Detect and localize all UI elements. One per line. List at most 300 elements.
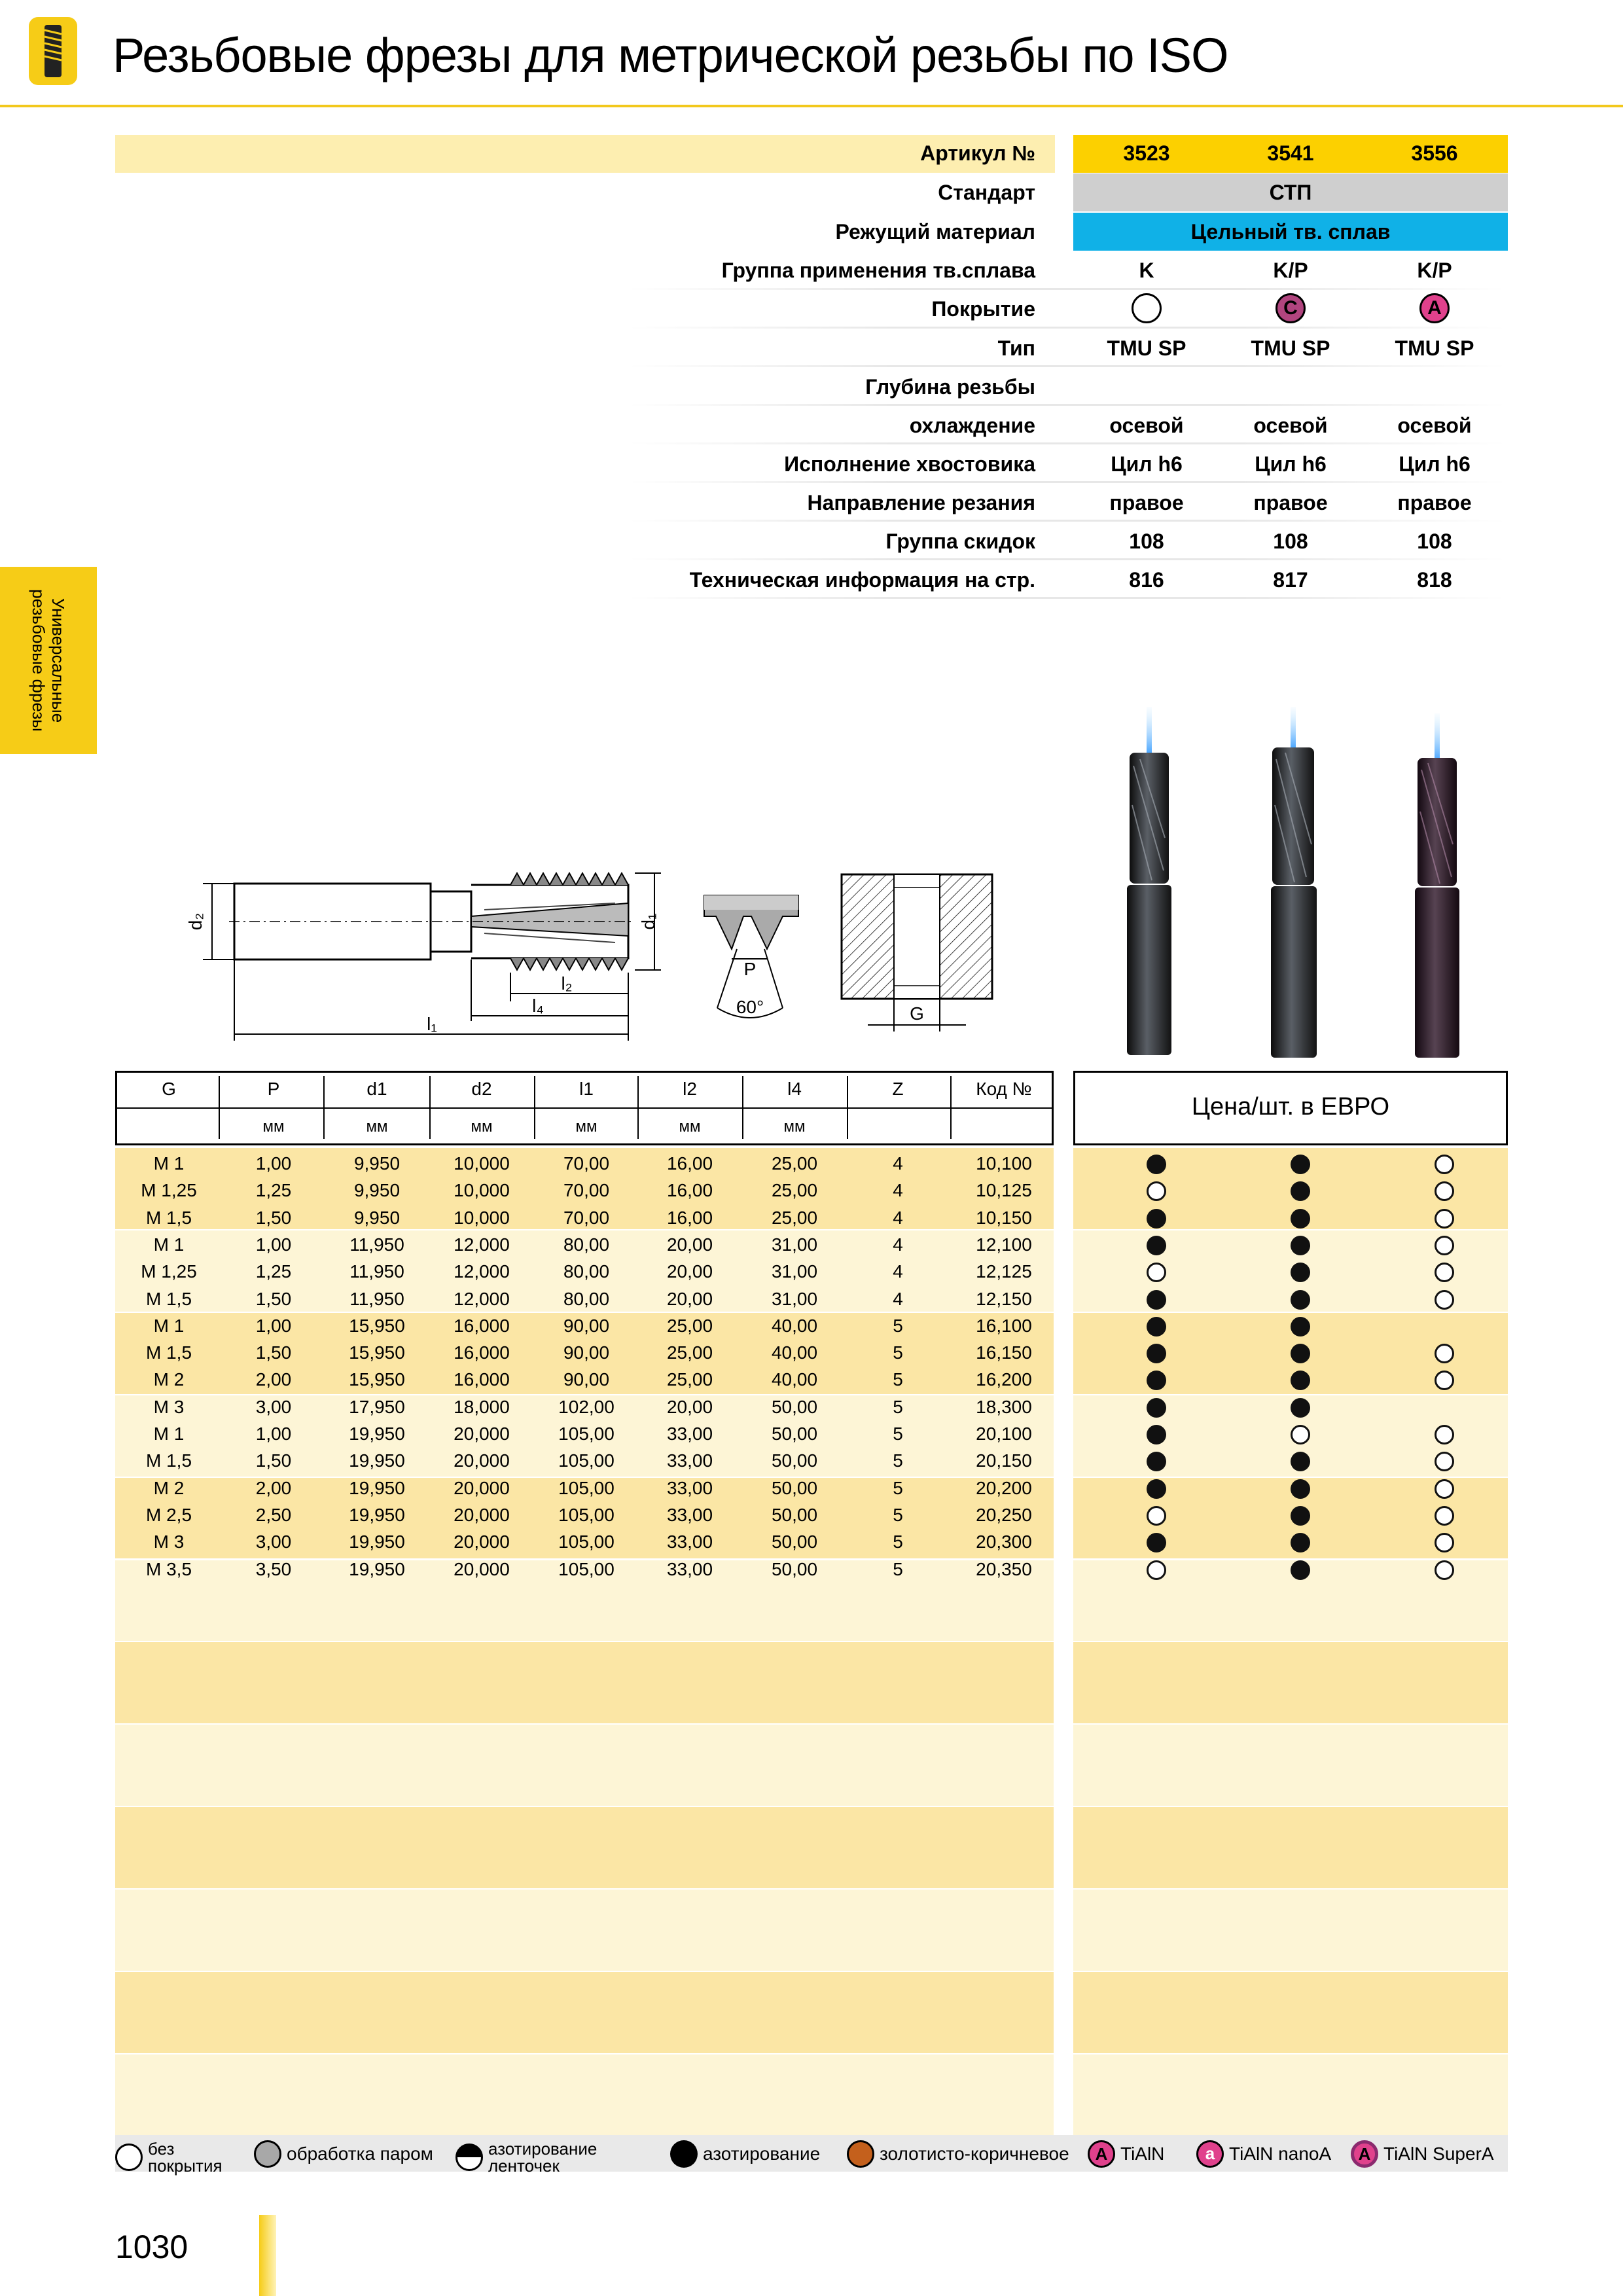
- table-cell: 40,00: [771, 1342, 818, 1363]
- table-cell: 5: [893, 1315, 903, 1336]
- on-request-dot: [1435, 1425, 1454, 1444]
- bore: [894, 874, 940, 999]
- spec-label-cooling: охлаждение: [909, 414, 1035, 437]
- table-cell: M 1,5: [145, 1207, 192, 1228]
- table-cell: 31,00: [771, 1288, 818, 1309]
- in-stock-dot: [1291, 1506, 1310, 1526]
- table-cell: 50,00: [771, 1504, 818, 1525]
- techinfo-3541: 817: [1273, 568, 1308, 592]
- table-cell: 80,00: [563, 1261, 610, 1282]
- no-coating-icon: [115, 2144, 143, 2171]
- table-cell: 25,00: [666, 1315, 713, 1336]
- table-cell: 18,000: [454, 1396, 510, 1417]
- col-unit: мм: [262, 1118, 285, 1136]
- group-3541: K/P: [1273, 259, 1308, 282]
- on-request-dot: [1435, 1236, 1454, 1255]
- in-stock-dot: [1291, 1236, 1310, 1255]
- tool-photo-3556: [1415, 713, 1459, 1058]
- table-cell: 4: [893, 1234, 903, 1255]
- table-cell: 20,00: [666, 1396, 713, 1417]
- on-request-dot: [1147, 1506, 1166, 1526]
- spec-label-group: Группа применения тв.сплава: [721, 259, 1035, 282]
- group-3556: K/P: [1417, 259, 1452, 282]
- table-cell: M 3,5: [145, 1558, 192, 1579]
- product-photos: [1086, 707, 1479, 1060]
- on-request-dot: [1435, 1263, 1454, 1282]
- col-divider: [429, 1076, 431, 1139]
- on-request-dot: [1435, 1533, 1454, 1552]
- table-cell: 19,950: [349, 1477, 405, 1498]
- thread-bottom-profile: [510, 958, 628, 970]
- in-stock-dot: [1147, 1317, 1166, 1336]
- article-3556: 3556: [1411, 141, 1458, 165]
- table-cell: 1,25: [255, 1180, 292, 1201]
- col-header: Z: [892, 1079, 904, 1099]
- table-cell: 9,950: [353, 1153, 401, 1174]
- in-stock-dot: [1147, 1155, 1166, 1174]
- legend-tialn: [1088, 2140, 1164, 2168]
- row-separator: [628, 404, 1505, 406]
- table-cell: 20,000: [454, 1504, 510, 1525]
- row-group-band: [1073, 1642, 1508, 1723]
- in-stock-dot: [1291, 1344, 1310, 1363]
- spec-label-shank: Исполнение хвостовика: [784, 452, 1035, 476]
- type-3523: TMU SP: [1107, 336, 1186, 360]
- table-cell: 50,00: [771, 1450, 818, 1471]
- in-stock-dot: [1147, 1290, 1166, 1310]
- table-cell: 50,00: [771, 1558, 818, 1579]
- table-cell: 50,00: [771, 1477, 818, 1498]
- article-label: Артикул №: [920, 141, 1035, 165]
- col-divider: [950, 1076, 952, 1139]
- table-cell: 10,150: [976, 1207, 1032, 1228]
- in-stock-dot: [1291, 1533, 1310, 1552]
- table-cell: 15,950: [349, 1315, 405, 1336]
- table-cell: 1,00: [255, 1424, 292, 1444]
- table-cell: 10,125: [976, 1180, 1032, 1201]
- table-cell: 10,000: [454, 1180, 510, 1201]
- legend-tialn-supera-label: TiAlN SuperA: [1383, 2144, 1494, 2164]
- table-cell: 9,950: [353, 1207, 401, 1228]
- table-cell: 11,950: [349, 1261, 404, 1282]
- cooling-3523: осевой: [1109, 414, 1184, 437]
- table-cell: 18,300: [976, 1396, 1032, 1417]
- table-cell: M 2: [153, 1369, 185, 1390]
- table-cell: 20,250: [976, 1504, 1032, 1525]
- table-cell: 3,00: [255, 1396, 292, 1417]
- legend-steam-label: обработка паром: [287, 2144, 433, 2164]
- table-cell: 50,00: [771, 1396, 818, 1417]
- in-stock-dot: [1147, 1398, 1166, 1418]
- spec-label-type: Тип: [997, 336, 1035, 360]
- in-stock-dot: [1291, 1560, 1310, 1580]
- table-cell: 50,00: [771, 1532, 818, 1552]
- table-cell: 1,50: [255, 1288, 292, 1309]
- table-cell: 70,00: [563, 1207, 610, 1228]
- table-cell: 20,00: [666, 1261, 713, 1282]
- table-cell: 12,100: [976, 1234, 1032, 1255]
- table-cell: 16,00: [666, 1180, 713, 1201]
- table-cell: 1,50: [255, 1342, 292, 1363]
- legend-nitrided-lands-line1: азотирование: [488, 2139, 597, 2159]
- header-divider: [115, 1107, 1054, 1109]
- col-divider: [219, 1076, 220, 1139]
- table-cell: 105,00: [558, 1450, 615, 1471]
- header-rule: [0, 105, 1623, 107]
- table-cell: M 1: [153, 1234, 185, 1255]
- table-cell: 33,00: [666, 1558, 713, 1579]
- legend-steam: [254, 2140, 433, 2168]
- thread-top-profile: [510, 873, 628, 885]
- in-stock-dot: [1291, 1479, 1310, 1499]
- legend-no-coating-line1: без: [148, 2139, 175, 2159]
- row-group-band: [1073, 2054, 1508, 2136]
- col-header: d1: [366, 1079, 387, 1099]
- table-cell: M 1,5: [145, 1288, 192, 1309]
- table-cell: 70,00: [563, 1153, 610, 1174]
- col-divider: [323, 1076, 325, 1139]
- type-3541: TMU SP: [1251, 336, 1330, 360]
- table-cell: 3,00: [255, 1532, 292, 1552]
- table-cell: 19,950: [349, 1532, 405, 1552]
- table-cell: 12,125: [976, 1261, 1032, 1282]
- spec-label-discount: Группа скидок: [885, 529, 1035, 553]
- tialn-icon: A: [1088, 2140, 1115, 2168]
- table-cell: 25,00: [771, 1207, 818, 1228]
- row-group-band: [115, 1642, 1054, 1723]
- thread-mill-icon: [29, 17, 77, 85]
- group-3523: K: [1139, 259, 1154, 282]
- table-cell: 16,200: [976, 1369, 1032, 1390]
- col-divider: [742, 1076, 743, 1139]
- table-cell: 1,25: [255, 1261, 292, 1282]
- table-cell: 20,00: [666, 1288, 713, 1309]
- label-l1: l₁: [427, 1014, 437, 1034]
- table-cell: 5: [893, 1342, 903, 1363]
- table-cell: 4: [893, 1153, 903, 1174]
- col-divider: [534, 1076, 535, 1139]
- table-cell: 16,00: [666, 1153, 713, 1174]
- col-unit: мм: [783, 1118, 806, 1136]
- on-request-dot: [1435, 1506, 1454, 1526]
- col-header: l4: [787, 1079, 802, 1099]
- legend-nitrided-label: азотирование: [703, 2144, 821, 2164]
- table-cell: 4: [893, 1207, 903, 1228]
- table-cell: 5: [893, 1450, 903, 1471]
- material-value: Цельный тв. сплав: [1190, 220, 1391, 243]
- gold-brown-icon: [847, 2140, 874, 2168]
- table-cell: 5: [893, 1369, 903, 1390]
- col-unit: мм: [575, 1118, 597, 1136]
- table-cell: 20,350: [976, 1558, 1032, 1579]
- table-cell: 19,950: [349, 1504, 405, 1525]
- row-group-band: [115, 2054, 1054, 2136]
- table-cell: 50,00: [771, 1424, 818, 1444]
- legend-nitrided-lands-line2: ленточек: [488, 2156, 560, 2176]
- cooling-3556: осевой: [1397, 414, 1472, 437]
- table-cell: 17,950: [349, 1396, 405, 1417]
- table-cell: 90,00: [563, 1369, 610, 1390]
- steam-treatment-icon: [254, 2140, 281, 2168]
- in-stock-dot: [1291, 1155, 1310, 1174]
- shank-3541: Цил h6: [1255, 452, 1327, 476]
- techinfo-3556: 818: [1417, 568, 1452, 592]
- table-cell: 20,300: [976, 1532, 1032, 1552]
- on-request-dot: [1147, 1263, 1166, 1282]
- row-group-band: [115, 1725, 1054, 1806]
- article-3541: 3541: [1267, 141, 1314, 165]
- table-cell: 20,000: [454, 1532, 510, 1552]
- table-cell: 1,00: [255, 1153, 292, 1174]
- table-cell: 102,00: [558, 1396, 615, 1417]
- label-d1: d₁: [638, 913, 658, 930]
- table-cell: 10,000: [454, 1207, 510, 1228]
- price-header: Цена/шт. в ЕВРО: [1191, 1093, 1390, 1121]
- table-cell: 31,00: [771, 1234, 818, 1255]
- table-cell: 10,100: [976, 1153, 1032, 1174]
- legend-tialn-nanoa: [1196, 2140, 1331, 2168]
- table-cell: 31,00: [771, 1261, 818, 1282]
- legend-tialn-supera: [1351, 2140, 1494, 2168]
- row-separator: [628, 597, 1505, 599]
- in-stock-dot: [1291, 1209, 1310, 1229]
- table-cell: 25,00: [666, 1342, 713, 1363]
- table-cell: 16,100: [976, 1315, 1032, 1336]
- row-separator: [628, 481, 1505, 483]
- techinfo-3523: 816: [1129, 568, 1164, 592]
- row-group-band: [1073, 1725, 1508, 1806]
- shank-3523: Цил h6: [1111, 452, 1183, 476]
- row-separator: [628, 365, 1505, 367]
- label-l4: l₄: [532, 996, 544, 1016]
- legend-no-coating: [115, 2140, 223, 2174]
- table-cell: 4: [893, 1261, 903, 1282]
- table-cell: 5: [893, 1477, 903, 1498]
- col-unit: мм: [366, 1118, 388, 1136]
- coating-none-icon: [1132, 293, 1162, 323]
- direction-3556: правое: [1397, 491, 1472, 514]
- in-stock-dot: [1147, 1425, 1166, 1444]
- col-divider: [637, 1076, 639, 1139]
- table-cell: 90,00: [563, 1315, 610, 1336]
- side-tab-label: [0, 567, 97, 754]
- table-cell: 3,50: [255, 1558, 292, 1579]
- table-cell: 12,000: [454, 1288, 510, 1309]
- table-cell: 20,100: [976, 1424, 1032, 1444]
- col-header: l2: [683, 1079, 697, 1099]
- table-cell: 105,00: [558, 1424, 615, 1444]
- label-pitch: P: [743, 959, 757, 979]
- side-tab-line2: резьбовые фрезы: [29, 589, 49, 732]
- table-cell: 80,00: [563, 1288, 610, 1309]
- in-stock-dot: [1291, 1398, 1310, 1418]
- table-cell: 15,950: [349, 1369, 405, 1390]
- legend-tialn-nanoa-label: TiAlN nanoA: [1229, 2144, 1332, 2164]
- label-g: G: [910, 1003, 924, 1024]
- table-cell: M 1: [153, 1315, 185, 1336]
- on-request-dot: [1435, 1344, 1454, 1363]
- nitrided-lands-icon: [455, 2144, 483, 2171]
- on-request-dot: [1435, 1479, 1454, 1499]
- table-cell: 105,00: [558, 1558, 615, 1579]
- table-cell: 16,000: [454, 1315, 510, 1336]
- row-group-band: [115, 1890, 1054, 1971]
- table-cell: 33,00: [666, 1532, 713, 1552]
- table-cell: 2,50: [255, 1504, 292, 1525]
- shank-3556: Цил h6: [1399, 452, 1471, 476]
- table-cell: M 2: [153, 1477, 185, 1498]
- coating-a-icon: A: [1419, 293, 1450, 323]
- discount-3523: 108: [1129, 529, 1164, 553]
- table-cell: 5: [893, 1532, 903, 1552]
- table-cell: 15,950: [349, 1342, 405, 1363]
- table-cell: 105,00: [558, 1477, 615, 1498]
- col-header: P: [267, 1079, 280, 1099]
- table-cell: 80,00: [563, 1234, 610, 1255]
- col-header: d2: [471, 1079, 492, 1099]
- in-stock-dot: [1291, 1263, 1310, 1282]
- table-cell: 12,000: [454, 1261, 510, 1282]
- in-stock-dot: [1147, 1344, 1166, 1363]
- row-group-band: [1073, 1807, 1508, 1888]
- table-cell: 5: [893, 1504, 903, 1525]
- col-unit: мм: [471, 1118, 493, 1136]
- on-request-dot: [1291, 1425, 1310, 1444]
- discount-3541: 108: [1273, 529, 1308, 553]
- row-group-band: [1073, 1890, 1508, 1971]
- table-cell: 5: [893, 1558, 903, 1579]
- direction-3541: правое: [1253, 491, 1328, 514]
- on-request-dot: [1435, 1560, 1454, 1580]
- legend-tialn-label: TiAlN: [1120, 2144, 1165, 2164]
- table-cell: M 1,25: [141, 1180, 197, 1201]
- table-cell: 19,950: [349, 1450, 405, 1471]
- row-group-band: [115, 1807, 1054, 1888]
- table-cell: 20,000: [454, 1558, 510, 1579]
- table-cell: 1,00: [255, 1234, 292, 1255]
- table-cell: M 1,5: [145, 1342, 192, 1363]
- col-header: G: [162, 1079, 176, 1099]
- coating-c-icon: C: [1275, 293, 1306, 323]
- row-separator: [628, 288, 1505, 290]
- tialn-supera-icon: A: [1351, 2140, 1378, 2168]
- table-cell: 20,000: [454, 1477, 510, 1498]
- table-cell: 16,000: [454, 1369, 510, 1390]
- spec-label-standard: Стандарт: [938, 181, 1035, 204]
- table-cell: 4: [893, 1288, 903, 1309]
- label-d2: d₂: [185, 912, 205, 931]
- table-cell: M 1,25: [141, 1261, 197, 1282]
- spec-label-depth: Глубина резьбы: [865, 375, 1035, 399]
- standard-value: СТП: [1269, 181, 1312, 204]
- legend-nitrided-lands: [455, 2140, 597, 2174]
- page-title: Резьбовые фрезы для метрической резьбы по ISO: [113, 28, 1228, 82]
- table-cell: 1,50: [255, 1450, 292, 1471]
- table-cell: 16,000: [454, 1342, 510, 1363]
- in-stock-dot: [1291, 1317, 1310, 1336]
- label-l2: l₂: [561, 973, 573, 994]
- on-request-dot: [1435, 1155, 1454, 1174]
- row-separator: [628, 442, 1505, 444]
- table-cell: 20,000: [454, 1450, 510, 1471]
- table-cell: 5: [893, 1424, 903, 1444]
- table-cell: 10,000: [454, 1153, 510, 1174]
- page-number: 1030: [115, 2229, 188, 2265]
- table-cell: 40,00: [771, 1315, 818, 1336]
- col-header: l1: [579, 1079, 594, 1099]
- in-stock-dot: [1147, 1209, 1166, 1229]
- tool-photo-3541: [1271, 707, 1317, 1058]
- on-request-dot: [1435, 1290, 1454, 1310]
- row-separator: [628, 520, 1505, 522]
- table-cell: 19,950: [349, 1558, 405, 1579]
- spec-label-coating: Покрытие: [931, 297, 1035, 321]
- table-cell: 90,00: [563, 1342, 610, 1363]
- in-stock-dot: [1147, 1533, 1166, 1552]
- on-request-dot: [1147, 1560, 1166, 1580]
- footer-accent: [259, 2215, 276, 2296]
- label-angle: 60°: [736, 997, 764, 1017]
- table-cell: 25,00: [771, 1180, 818, 1201]
- table-cell: 20,150: [976, 1450, 1032, 1471]
- col-divider: [847, 1076, 848, 1139]
- table-cell: 11,950: [349, 1234, 404, 1255]
- table-cell: 105,00: [558, 1532, 615, 1552]
- table-cell: 2,00: [255, 1369, 292, 1390]
- flute-shading: [471, 903, 628, 936]
- table-cell: 40,00: [771, 1369, 818, 1390]
- table-cell: M 2,5: [145, 1504, 192, 1525]
- spec-label-material: Режущий материал: [835, 220, 1035, 243]
- in-stock-dot: [1147, 1236, 1166, 1255]
- table-cell: 9,950: [353, 1180, 401, 1201]
- table-cell: 33,00: [666, 1424, 713, 1444]
- col-unit: мм: [679, 1118, 701, 1136]
- table-cell: 12,150: [976, 1288, 1032, 1309]
- row-separator: [628, 327, 1505, 329]
- table-cell: 16,00: [666, 1207, 713, 1228]
- table-cell: 20,000: [454, 1424, 510, 1444]
- table-cell: 12,000: [454, 1234, 510, 1255]
- discount-3556: 108: [1417, 529, 1452, 553]
- table-cell: 70,00: [563, 1180, 610, 1201]
- legend-nitrided: [670, 2140, 820, 2168]
- row-group-band: [115, 1972, 1054, 2053]
- in-stock-dot: [1147, 1479, 1166, 1499]
- legend-no-coating-line2: покрытия: [148, 2156, 223, 2176]
- col-header: Код №: [976, 1079, 1032, 1099]
- table-cell: 4: [893, 1180, 903, 1201]
- tool-dimension-drawing: [157, 844, 1034, 1067]
- table-cell: 33,00: [666, 1450, 713, 1471]
- table-cell: 105,00: [558, 1504, 615, 1525]
- legend-gold-label: золотисто-коричневое: [880, 2144, 1069, 2164]
- row-group-band: [1073, 1972, 1508, 2053]
- table-cell: M 3: [153, 1396, 185, 1417]
- table-cell: 11,950: [349, 1288, 404, 1309]
- type-3556: TMU SP: [1395, 336, 1474, 360]
- on-request-dot: [1435, 1209, 1454, 1229]
- table-cell: M 1: [153, 1153, 185, 1174]
- spec-label-direction: Направление резания: [807, 491, 1035, 514]
- row-separator: [628, 558, 1505, 560]
- table-cell: M 1,5: [145, 1450, 192, 1471]
- table-cell: 33,00: [666, 1477, 713, 1498]
- table-cell: 25,00: [666, 1369, 713, 1390]
- tool-photo-3523: [1127, 707, 1171, 1055]
- table-cell: 5: [893, 1396, 903, 1417]
- table-cell: M 3: [153, 1532, 185, 1552]
